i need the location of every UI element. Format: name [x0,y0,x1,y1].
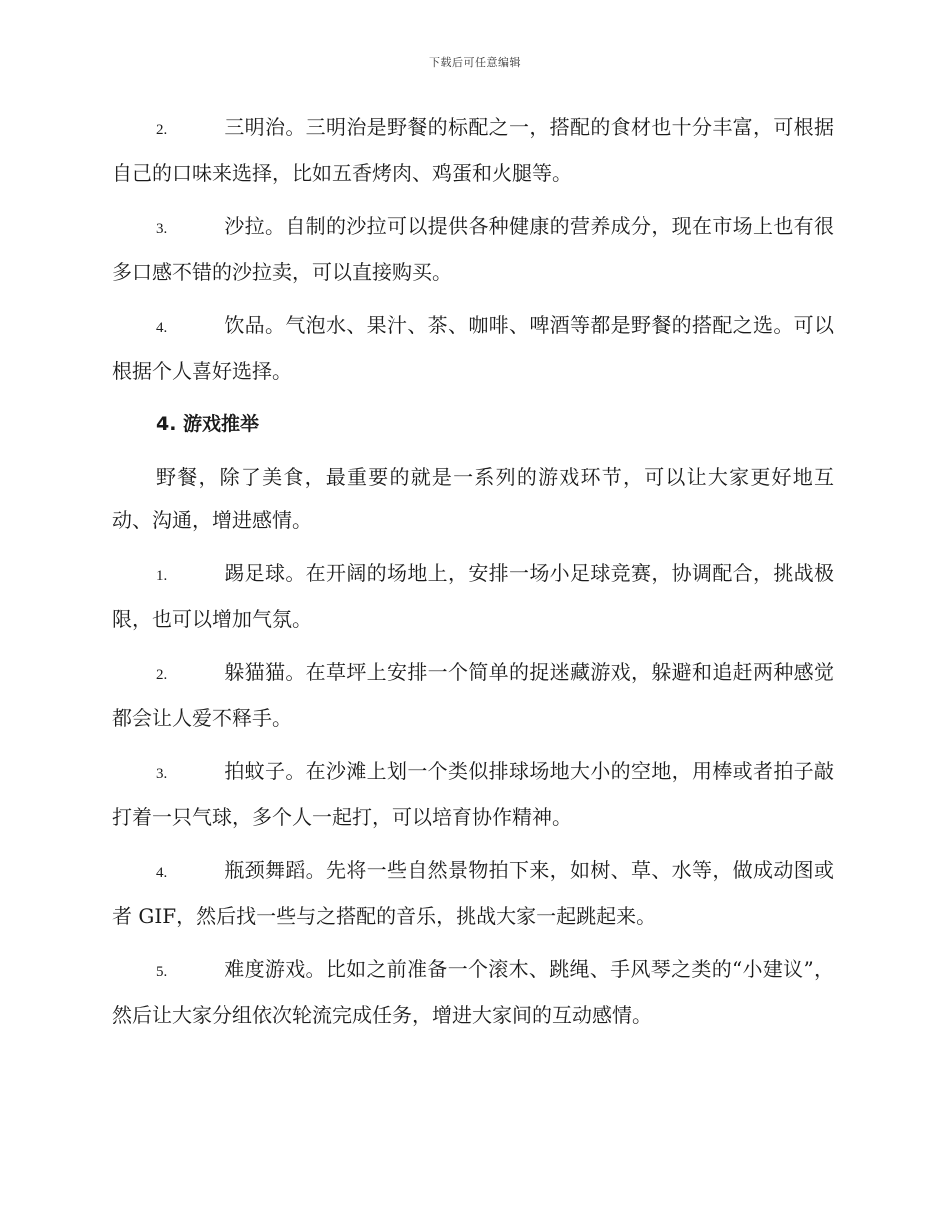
list-item-text: 沙拉。自制的沙拉可以提供各种健康的营养成分，现在市场上也有很多口感不错的沙拉卖，可以直接购买。 [112,214,834,284]
section-heading: 4. 游戏推举 [156,413,260,435]
list-item-text: 躲猫猫。在草坪上安排一个简单的捉迷藏游戏，躲避和追赶两种感觉都会让人爱不释手。 [112,660,834,730]
list-item-number: 3. [156,221,168,237]
list-item [112,106,834,195]
list-item-number: 1. [156,568,168,584]
list-item-number: 5. [156,964,168,980]
list-item [112,552,834,641]
list-item-number: 3. [156,766,168,782]
list-item-text: 拍蚊子。在沙滩上划一个类似排球场地大小的空地，用棒或者拍子敲打着一只气球，多个人一起打，可以培育协作精神。 [112,759,834,829]
list-item-text: 饮品。气泡水、果汁、茶、咖啡、啤酒等都是野餐的搭配之选。可以根据个人喜好选择。 [112,313,834,383]
list-item-number: 2. [156,122,168,138]
list-item [112,205,834,294]
page-header: 下载后可任意编辑 [429,56,521,69]
list-item-number: 2. [156,667,168,683]
list-item-text: 三明治。三明治是野餐的标配之一，搭配的食材也十分丰富，可根据自己的口味来选择，比如五香烤肉、鸡蛋和火腿等。 [112,115,834,185]
list-item-number: 4. [156,865,168,881]
list-item [112,948,834,1037]
list-item [112,849,834,938]
list-item [112,304,834,393]
list-item [112,651,834,740]
list-item-text: 踢足球。在开阔的场地上，安排一场小足球竞赛，协调配合，挑战极限，也可以增加气氛。 [112,561,834,631]
document-body [112,106,834,1047]
list-item-text: 难度游戏。比如之前准备一个滚木、跳绳、手风琴之类的“小建议”，然后让大家分组依次轮流完成任务，增进大家间的互动感情。 [112,957,834,1027]
list-item-number: 4. [156,320,168,336]
list-item-text: 瓶颈舞蹈。先将一些自然景物拍下来，如树、草、水等，做成动图或者 GIF，然后找一些与之搭配的音乐，挑战大家一起跳起来。 [112,858,834,928]
section-intro: 野餐，除了美食，最重要的就是一系列的游戏环节，可以让大家更好地互动、沟通，增进感情。 [112,465,834,532]
list-item [112,750,834,839]
